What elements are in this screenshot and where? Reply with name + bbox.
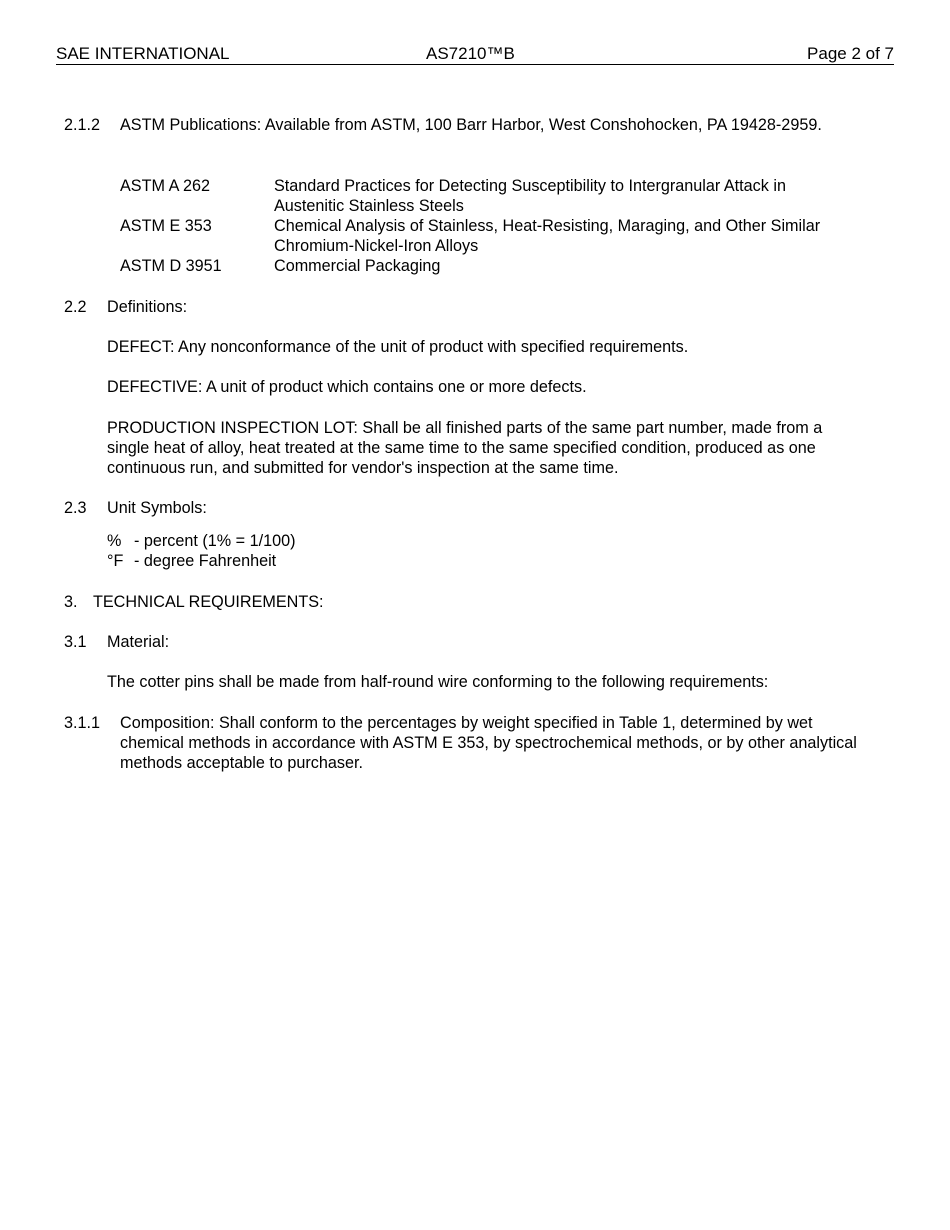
page-header [56,44,894,65]
section-3-1-title: Material: [107,633,170,651]
section-2-2-title: Definitions: [107,298,188,316]
section-3-title: TECHNICAL REQUIREMENTS: [93,593,324,611]
header-doc-id: AS7210™B [426,44,515,63]
definition-defect: DEFECT: Any nonconformance of the unit of product with specified requirements. [107,338,689,356]
ref-title-astm-d3951: Commercial Packaging [274,257,441,275]
section-2-1-2-text: ASTM Publications: Available from ASTM, 100 Barr Harbor, West Conshohocken, PA 19428-2959. [120,116,822,134]
section-3-1-text: The cotter pins shall be made from half-round wire conforming to the following requirements: [107,673,769,691]
ref-title-astm-e353: Chemical Analysis of Stainless, Heat-Resisting, Maraging, and Other Similar Chromium-Nickel-Iron Alloys [274,217,821,255]
section-3-1-1-number: 3.1.1 [64,714,101,732]
section-2-3-title: Unit Symbols: [107,499,207,517]
section-3-1-number: 3.1 [64,633,87,651]
section-3-1-1-text: Composition: Shall conform to the percentages by weight specified in Table 1, determined by wet chemical methods in accordance with ASTM E 353, by spectrochemical methods, or by other analytical methods acceptable to purchaser. [120,714,857,772]
header-org: SAE INTERNATIONAL [56,44,230,63]
unit-symbol-percent: % [107,532,122,550]
definition-defective: DEFECTIVE: A unit of product which contains one or more defects. [107,378,587,396]
section-3-number: 3. [64,593,78,611]
ref-code-astm-e353: ASTM E 353 [120,217,212,235]
ref-code-astm-d3951: ASTM D 3951 [120,257,222,275]
section-2-1-2-number: 2.1.2 [64,116,101,134]
section-2-2-number: 2.2 [64,298,87,316]
unit-desc-percent: - percent (1% = 1/100) [134,532,296,550]
definition-production-inspection-lot: PRODUCTION INSPECTION LOT: Shall be all finished parts of the same part number, made from a single heat of alloy, heat treated at the same time to the same specified condition, produced as one continuous run, and submitted for vendor's inspection at the same time. [107,419,823,477]
unit-desc-fahrenheit: - degree Fahrenheit [134,552,277,570]
header-page-number: Page 2 of 7 [807,44,894,63]
ref-code-astm-a262: ASTM A 262 [120,177,210,195]
ref-title-astm-a262: Standard Practices for Detecting Susceptibility to Intergranular Attack in Austenitic Stainless Steels [274,177,786,215]
unit-symbol-fahrenheit: °F [107,552,124,570]
section-2-3-number: 2.3 [64,499,87,517]
